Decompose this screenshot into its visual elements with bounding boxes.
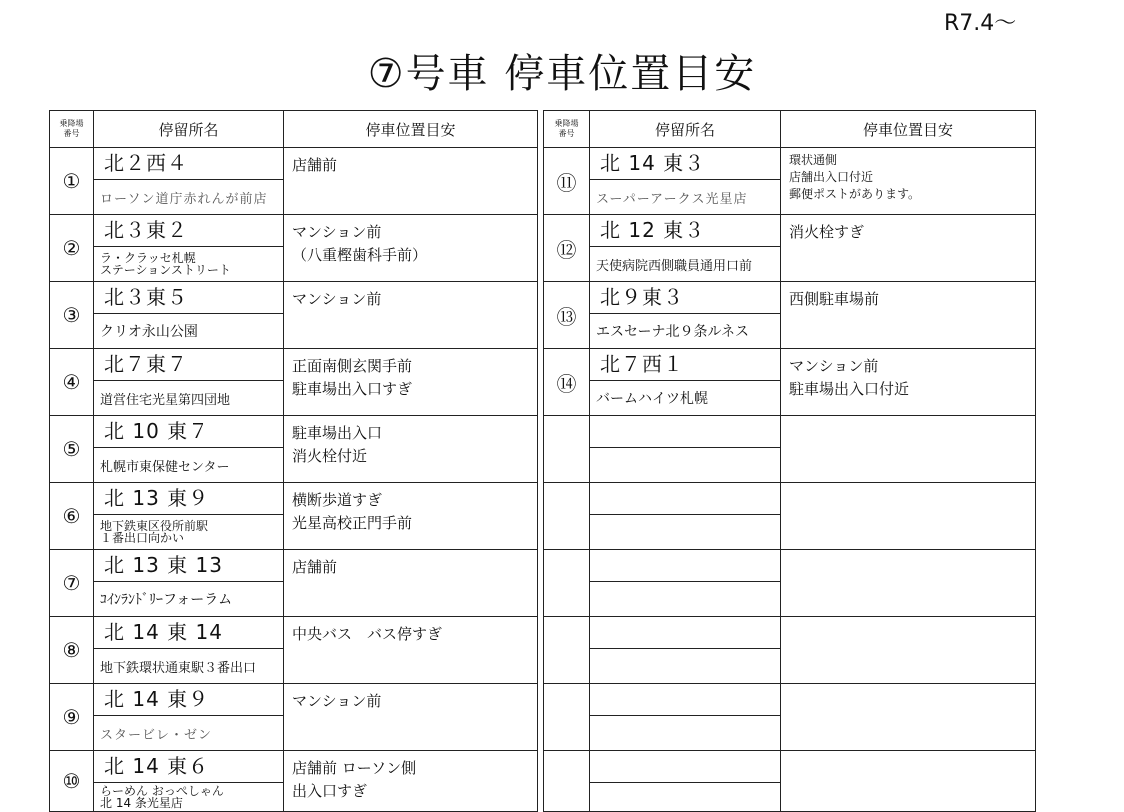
stop-landmark: 天使病院西側職員通用口前 xyxy=(596,258,753,274)
stop-guide xyxy=(781,416,1036,483)
header-stop-guide: 停車位置目安 xyxy=(284,111,538,148)
header-stop-name: 停留所名 xyxy=(94,111,284,148)
boarding-number xyxy=(544,550,590,617)
table-row xyxy=(50,282,538,349)
stop-name-cell xyxy=(94,617,284,684)
table-row xyxy=(544,483,1036,550)
stop-name-cell xyxy=(590,751,781,812)
guide-line: （八重樫歯科手前） xyxy=(292,246,428,264)
stop-landmark: ｺｲﾝﾗﾝﾄﾞﾘｰフォーラム xyxy=(100,592,233,608)
guide-line: 店舗前 ローソン側 xyxy=(292,759,417,777)
guide-line: 駐車場出入口 xyxy=(292,424,383,442)
guide-line: 出入口すぎ xyxy=(292,782,368,800)
boarding-number xyxy=(544,416,590,483)
stop-address: 北２西４ xyxy=(94,148,283,180)
stop-guide xyxy=(284,349,538,416)
stop-address xyxy=(590,751,780,783)
stop-landmark: らーめん おっぺしゃん 北 14 条光星店 xyxy=(100,784,224,810)
stop-guide xyxy=(781,617,1036,684)
boarding-number: ⑭ xyxy=(544,349,590,416)
stop-guide xyxy=(284,684,538,751)
stop-guide xyxy=(284,617,538,684)
stop-address: 北７西１ xyxy=(590,349,780,381)
table-row xyxy=(50,215,538,282)
stop-landmark xyxy=(590,515,780,549)
stop-landmark: 地下鉄東区役所前駅 １番出口向かい xyxy=(100,519,209,545)
stop-name-cell xyxy=(590,215,781,282)
guide-line: マンション前 xyxy=(292,290,382,308)
stop-landmark: クリオ永山公園 xyxy=(100,324,198,340)
table-row xyxy=(544,416,1036,483)
stop-address: 北３東２ xyxy=(94,215,283,247)
stop-landmark: 地下鉄環状通東駅３番出口 xyxy=(100,660,257,676)
boarding-number: ⑥ xyxy=(50,483,94,550)
boarding-number: ⑬ xyxy=(544,282,590,349)
guide-line: 店舗前 xyxy=(292,558,338,576)
boarding-number xyxy=(544,684,590,751)
stop-name-cell xyxy=(590,684,781,751)
header-stop-guide: 停車位置目安 xyxy=(781,111,1036,148)
revision-label: R7.4〜 xyxy=(944,11,1017,36)
stop-name-cell xyxy=(94,751,284,812)
table-row xyxy=(50,751,538,812)
stop-guide xyxy=(781,483,1036,550)
stop-address: 北 13 東９ xyxy=(94,483,283,515)
stop-guide xyxy=(781,148,1036,215)
table-row xyxy=(544,684,1036,751)
table-row xyxy=(544,282,1036,349)
stop-name-cell xyxy=(590,483,781,550)
boarding-number xyxy=(544,483,590,550)
stop-address xyxy=(590,416,780,448)
boarding-number: ① xyxy=(50,148,94,215)
stop-name-cell xyxy=(590,550,781,617)
stop-address: 北 14 東９ xyxy=(94,684,283,716)
stop-table-left xyxy=(49,110,538,812)
stop-landmark xyxy=(590,582,780,616)
stop-guide xyxy=(781,215,1036,282)
guide-line: 駐車場出入口付近 xyxy=(789,380,910,398)
stop-name-cell xyxy=(590,416,781,483)
guide-line: 光星高校正門手前 xyxy=(292,514,413,532)
guide-line: 西側駐車場前 xyxy=(789,290,880,308)
stop-landmark xyxy=(590,716,780,750)
stop-address: 北 14 東６ xyxy=(94,751,283,783)
table-row xyxy=(544,751,1036,812)
table-row xyxy=(50,148,538,215)
boarding-number: ⑤ xyxy=(50,416,94,483)
stop-address: 北７東７ xyxy=(94,349,283,381)
stop-name-cell xyxy=(94,550,284,617)
table-row xyxy=(544,550,1036,617)
guide-line: 駐車場出入口すぎ xyxy=(292,380,413,398)
table-row xyxy=(50,617,538,684)
guide-line: 消火栓すぎ xyxy=(789,223,865,241)
guide-line: 横断歩道すぎ xyxy=(292,491,383,509)
boarding-number: ⑪ xyxy=(544,148,590,215)
table-row xyxy=(544,148,1036,215)
table-row xyxy=(544,617,1036,684)
stop-name-cell xyxy=(590,282,781,349)
stop-landmark: スーパーアークス光星店 xyxy=(596,191,748,207)
table-row xyxy=(50,550,538,617)
stop-address: 北 14 東 14 xyxy=(94,617,283,649)
guide-line: マンション前 xyxy=(292,692,382,710)
stop-name-cell xyxy=(590,148,781,215)
stop-landmark: エスセーナ北９条ルネス xyxy=(596,324,750,340)
stop-address: 北 10 東７ xyxy=(94,416,283,448)
boarding-number: ⑨ xyxy=(50,684,94,751)
stop-guide xyxy=(284,550,538,617)
stop-landmark: 道営住宅光星第四団地 xyxy=(100,392,231,408)
stop-landmark: バームハイツ札幌 xyxy=(596,391,708,407)
stop-address xyxy=(590,483,780,515)
stop-address xyxy=(590,550,780,582)
stop-name-cell xyxy=(94,416,284,483)
stop-landmark: スタービレ・ゼン xyxy=(100,727,213,743)
table-row xyxy=(50,684,538,751)
guide-line: 店舗前 xyxy=(292,156,338,174)
stop-name-cell xyxy=(94,215,284,282)
stop-guide xyxy=(284,215,538,282)
stop-landmark xyxy=(590,783,780,811)
stop-name-cell xyxy=(94,684,284,751)
stop-guide xyxy=(284,416,538,483)
guide-line: 正面南側玄関手前 xyxy=(292,357,413,375)
stop-name-cell xyxy=(94,148,284,215)
stop-address: 北 14 東３ xyxy=(590,148,780,180)
stop-address: 北９東３ xyxy=(590,282,780,314)
stop-name-cell xyxy=(590,617,781,684)
guide-line: 環状通側 xyxy=(789,153,838,167)
boarding-number: ③ xyxy=(50,282,94,349)
guide-line: マンション前 xyxy=(789,357,879,375)
stop-guide xyxy=(284,282,538,349)
boarding-number: ④ xyxy=(50,349,94,416)
header-boarding-number xyxy=(544,111,590,148)
stop-landmark xyxy=(590,448,780,482)
stop-guide xyxy=(781,349,1036,416)
stop-table-right xyxy=(543,110,1036,812)
table-row xyxy=(50,483,538,550)
stop-name-cell xyxy=(94,282,284,349)
stop-guide xyxy=(781,751,1036,812)
stop-guide xyxy=(781,684,1036,751)
stop-name-cell xyxy=(590,349,781,416)
page-title: ⑦号車 停車位置目安 xyxy=(367,51,757,97)
boarding-number: ⑫ xyxy=(544,215,590,282)
table-row xyxy=(544,349,1036,416)
boarding-number: ⑩ xyxy=(50,751,94,812)
boarding-number xyxy=(544,751,590,812)
guide-line: 店舗出入口付近 xyxy=(789,170,874,184)
stop-address: 北 12 東３ xyxy=(590,215,780,247)
boarding-number: ⑧ xyxy=(50,617,94,684)
stop-guide xyxy=(284,483,538,550)
table-row xyxy=(544,215,1036,282)
stop-address xyxy=(590,617,780,649)
stop-address: 北 13 東 13 xyxy=(94,550,283,582)
guide-line: 中央バス バス停すぎ xyxy=(292,625,443,643)
header-bango-text: 乗降場 番号 xyxy=(554,119,579,138)
stop-guide xyxy=(284,751,538,812)
guide-line: 郵便ポストがあります。 xyxy=(789,187,921,201)
stop-landmark: ローソン道庁赤れんが前店 xyxy=(100,191,268,207)
table-row xyxy=(50,349,538,416)
header-boarding-number xyxy=(50,111,94,148)
boarding-number xyxy=(544,617,590,684)
guide-line: 消火栓付近 xyxy=(292,447,368,465)
stop-guide xyxy=(284,148,538,215)
stop-landmark: 札幌市東保健センター xyxy=(100,459,230,475)
stop-landmark xyxy=(590,649,780,683)
header-stop-name: 停留所名 xyxy=(590,111,781,148)
boarding-number: ⑦ xyxy=(50,550,94,617)
stop-guide xyxy=(781,282,1036,349)
table-row xyxy=(50,416,538,483)
header-bango-text: 乗降場 番号 xyxy=(59,119,84,138)
stop-name-cell xyxy=(94,483,284,550)
stop-landmark: ラ・クラッセ札幌 ステーションストリート xyxy=(100,251,231,277)
guide-line: マンション前 xyxy=(292,223,382,241)
stop-name-cell xyxy=(94,349,284,416)
boarding-number: ② xyxy=(50,215,94,282)
stop-address xyxy=(590,684,780,716)
stop-address: 北３東５ xyxy=(94,282,283,314)
stop-guide xyxy=(781,550,1036,617)
